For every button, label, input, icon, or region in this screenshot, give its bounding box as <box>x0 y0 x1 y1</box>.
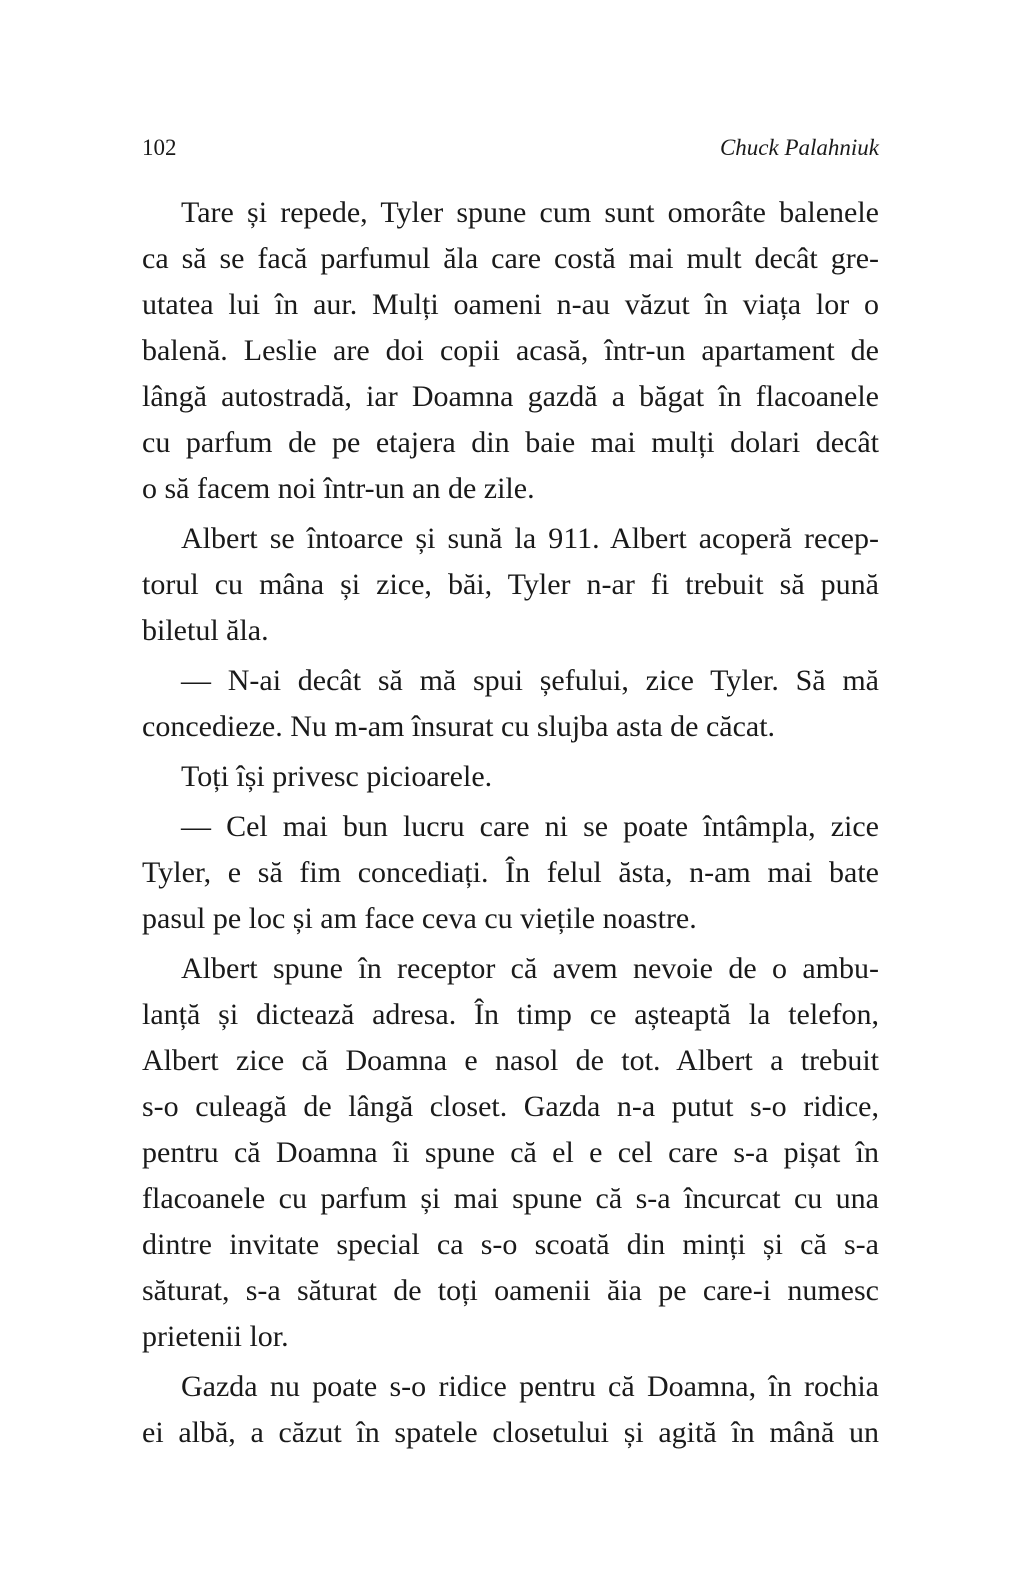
text-line: Albert spune în receptor că avem nevoie de o ambu- <box>181 952 879 985</box>
text-line: Gazda nu poate s-o ridice pentru că Doamna, în rochia <box>181 1370 879 1403</box>
text-line: lângă autostradă, iar Doamna gazdă a băgat în flacoanele <box>142 380 879 413</box>
running-head <box>142 132 879 164</box>
text-line: prietenii lor. <box>142 1320 289 1353</box>
text-line: torul cu mâna și zice, băi, Tyler n-ar fi trebuit să pună <box>142 568 879 601</box>
text-line: lanță și dictează adresa. În timp ce așteaptă la telefon, <box>142 998 879 1031</box>
paragraph <box>142 754 879 800</box>
text-line: balenă. Leslie are doi copii acasă, într-un apartament de <box>142 334 879 367</box>
paragraph <box>142 1364 879 1456</box>
text-line: cu parfum de pe etajera din baie mai mulți dolari decât <box>142 426 879 459</box>
text-line: ca să se facă parfumul ăla care costă mai mult decât gre- <box>142 242 879 275</box>
text-line: ei albă, a căzut în spatele closetului și agită în mână un <box>142 1416 879 1449</box>
text-line: Tare și repede, Tyler spune cum sunt omorâte balenele <box>181 196 879 229</box>
text-line: utatea lui în aur. Mulți oameni n-au văzut în viața lor o <box>142 288 879 321</box>
text-line: Albert se întoarce și sună la 911. Albert acoperă recep- <box>181 522 879 555</box>
paragraph <box>142 516 879 654</box>
text-line: — N-ai decât să mă spui șefului, zice Tyler. Să mă <box>181 664 879 697</box>
paragraph <box>142 946 879 1360</box>
text-line: Tyler, e să fim concediați. În felul ăsta, n-am mai bate <box>142 856 879 889</box>
paragraph <box>142 658 879 750</box>
paragraph <box>142 190 879 512</box>
text-line: s-o culeagă de lângă closet. Gazda n-a putut s-o ridice, <box>142 1090 879 1123</box>
text-line: pasul pe loc și am face ceva cu viețile noastre. <box>142 902 697 935</box>
body-text <box>142 190 879 1456</box>
text-line: flacoanele cu parfum și mai spune că s-a încurcat cu una <box>142 1182 879 1215</box>
page-number: 102 <box>142 135 177 160</box>
text-line: Albert zice că Doamna e nasol de tot. Albert a trebuit <box>142 1044 879 1077</box>
text-line: pentru că Doamna îi spune că el e cel care s-a pișat în <box>142 1136 879 1169</box>
text-line: Toți își privesc picioarele. <box>181 760 493 793</box>
text-line: concedieze. Nu m-am însurat cu slujba asta de căcat. <box>142 710 776 743</box>
text-line: biletul ăla. <box>142 614 269 647</box>
text-line: dintre invitate special ca s-o scoată din minți și că s-a <box>142 1228 879 1261</box>
author-name: Chuck Palahniuk <box>719 135 879 160</box>
paragraph <box>142 804 879 942</box>
text-line: — Cel mai bun lucru care ni se poate întâmpla, zice <box>181 810 879 843</box>
text-line: o să facem noi într-un an de zile. <box>142 472 535 505</box>
text-line: săturat, s-a săturat de toți oamenii ăia pe care-i numesc <box>142 1274 879 1307</box>
